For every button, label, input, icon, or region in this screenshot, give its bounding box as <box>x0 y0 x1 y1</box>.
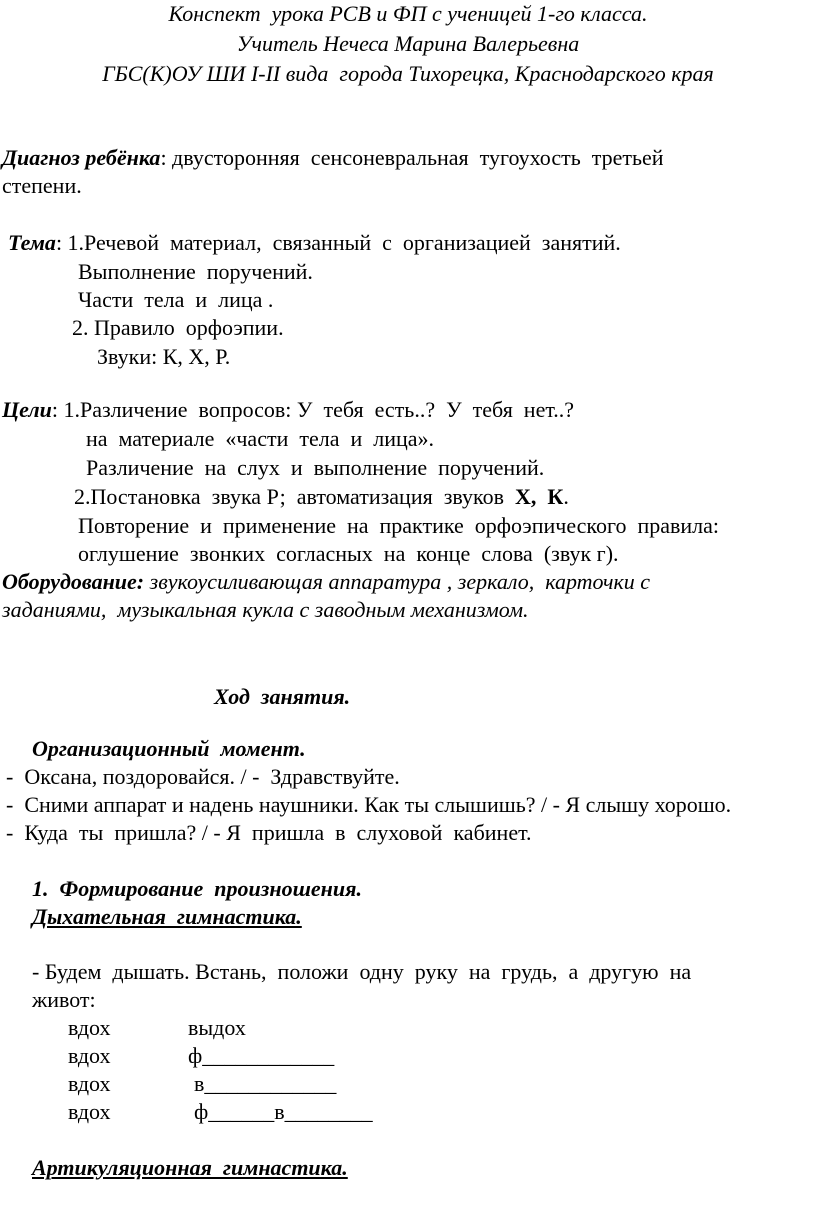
topic-label: Тема <box>8 230 56 255</box>
topic-line-3: Части тела и лица . <box>78 287 274 312</box>
section-1-heading: 1. Формирование произношения. <box>32 876 362 901</box>
goals-label: Цели <box>2 397 52 422</box>
school-line: ГБС(К)ОУ ШИ I-II вида города Тихорецка, Краснодарского края <box>102 61 714 86</box>
breathing-text-1: - Будем дышать. Встань, положи одну руку на грудь, а другую на <box>32 959 692 984</box>
teacher-line: Учитель Нечеса Марина Валерьевна <box>236 31 580 56</box>
dialog-line-3: - Куда ты пришла? / - Я пришла в слуховой кабинет. <box>6 820 532 845</box>
org-heading: Организационный момент. <box>32 736 306 761</box>
lesson-heading: Ход занятия. <box>214 684 351 709</box>
goals-line-2: на материале «части тела и лица». <box>86 426 435 451</box>
breathing-heading: Дыхательная гимнастика. <box>32 904 302 929</box>
topic-line-5: Звуки: К, Х, Р. <box>97 344 231 369</box>
articulation-heading: Артикуляционная гимнастика. <box>32 1155 348 1180</box>
breath-row-3-inhale: вдох <box>68 1071 111 1096</box>
equipment-text-1: звукоусиливающая аппаратура , зеркало, карточки с <box>144 569 651 594</box>
goals-line-1 <box>2 396 574 424</box>
diagnosis-label: Диагноз ребёнка <box>2 145 161 170</box>
topic-line-4: 2. Правило орфоэпии. <box>72 315 284 340</box>
goals-line-3: Различение на слух и выполнение поручений. <box>86 455 545 480</box>
equipment-label: Оборудование: <box>2 569 145 594</box>
dialog-line-1: - Оксана, поздоровайся. / - Здравствуйте. <box>6 764 400 789</box>
goals-text-4: 2.Постановка звука Р; автоматизация звуков <box>74 484 516 509</box>
breath-row-4-exhale: ф______в________ <box>194 1099 373 1124</box>
topic-line-2: Выполнение поручений. <box>78 259 313 284</box>
goals-line-4 <box>74 483 569 511</box>
equipment-line-1 <box>2 568 650 596</box>
breath-row-3-exhale: в____________ <box>194 1071 337 1096</box>
equipment-line-2: заданиями, музыкальная кукла с заводным механизмом. <box>2 597 529 622</box>
goals-line-6: оглушение звонких согласных на конце слова (звук г). <box>78 541 619 566</box>
breath-row-1-exhale: выдох <box>188 1015 246 1040</box>
topic-text-1: : 1.Речевой материал, связанный с организацией занятий. <box>55 230 621 255</box>
topic-line-1 <box>8 229 621 257</box>
goals-text-1: : 1.Различение вопросов: У тебя есть..? У тебя нет..? <box>51 397 575 422</box>
dialog-line-2: - Сними аппарат и надень наушники. Как ты слышишь? / - Я слышу хорошо. <box>6 792 732 817</box>
doc-title: Конспект урока РСВ и ФП с ученицей 1-го класса. <box>168 1 648 26</box>
goals-period: . <box>563 484 569 509</box>
breath-row-2-exhale: ф____________ <box>188 1043 335 1068</box>
breath-row-2-inhale: вдох <box>68 1043 111 1068</box>
breath-row-4-inhale: вдох <box>68 1099 111 1124</box>
diagnosis-text: : двусторонняя сенсоневральная тугоухость третьей <box>160 145 664 170</box>
breath-row-1-inhale: вдох <box>68 1015 111 1040</box>
diagnosis-text-cont: степени. <box>2 173 82 198</box>
breathing-text-2: живот: <box>32 987 96 1012</box>
diagnosis-line <box>2 144 664 172</box>
goals-sounds: Х, К <box>515 484 564 509</box>
goals-line-5: Повторение и применение на практике орфоэпического правила: <box>78 513 720 538</box>
